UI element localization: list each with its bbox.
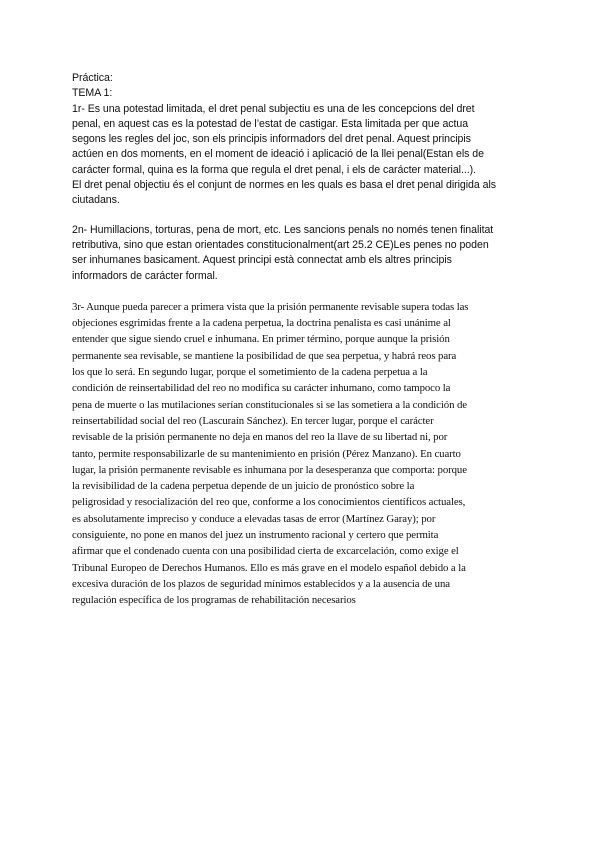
answer-1-line: ciutadans. bbox=[72, 194, 120, 207]
answer-3-line: regulación específica de los programas de rehabilitación necesarios bbox=[72, 594, 356, 607]
answer-3-line: afirmar que el condenado cuenta con una posibilidad cierta de excarcelación, como exige el bbox=[72, 545, 459, 558]
answer-1-line: penal, en aquest cas es la potestad de l’estat de castigar. Esta limitada per que actua bbox=[72, 117, 469, 130]
answer-3-line: los que lo será. En segundo lugar, porque el sometimiento de la cadena perpetua a la bbox=[72, 366, 428, 379]
answer-3-line: entender que sigue siendo cruel e inhumana. En primer término, porque aunque la prisión bbox=[72, 333, 450, 346]
answer-3-line: consiguiente, no pone en manos del juez un instrumento racional y certero que permita bbox=[72, 529, 439, 542]
answer-1-line: El dret penal objectiu és el conjunt de normes en les quals es basa el dret penal dirigida als bbox=[72, 179, 497, 192]
answer-3-line: pena de muerte o las mutilaciones serían constitucionales si se las sometiera a la condición de bbox=[72, 398, 467, 411]
answer-2-line: informadors de carácter formal. bbox=[72, 269, 218, 282]
answer-3-line: lugar, la prisión permanente revisable es inhumana por la desesperanza que comporta: porque bbox=[72, 463, 467, 476]
answer-2-line: ser inhumanes basicament. Aquest principi està connectat amb els altres principis bbox=[72, 254, 452, 267]
answer-1-line: 1r- Es una potestad limitada, el dret penal subjectiu es una de les concepcions del dret bbox=[72, 102, 475, 115]
answer-2-line: 2n- Humillacions, torturas, pena de mort, etc. Les sancions penals no només tenen finalitat bbox=[72, 223, 494, 236]
document-page bbox=[72, 71, 532, 609]
answer-3-line: es absolutamente impreciso y conduce a elevadas tasas de error (Martínez Garay); por bbox=[72, 512, 436, 525]
answer-3-line: peligrosidad y resocialización del reo que, conforme a los conocimientos científicos actuales, bbox=[72, 496, 466, 509]
answer-2-line: retributiva, sino que estan orientades constitucionalment(art 25.2 CE)Les penes no poden bbox=[72, 238, 489, 251]
answer-1-paragraph bbox=[72, 102, 532, 209]
answer-1-line: segons les regles del joc, son els principis informadors del dret penal. Aquest principis bbox=[72, 133, 471, 146]
intro-block bbox=[72, 71, 532, 102]
answer-3-line: reinsertabilidad social del reo (Lascuraín Sánchez). En tercer lugar, porque el carácter bbox=[72, 414, 434, 427]
answer-3-line: Tribunal Europeo de Derechos Humanos. Ello es más grave en el modelo español debido a la bbox=[72, 561, 466, 574]
document-heading: Práctica: bbox=[72, 72, 113, 84]
answer-3-line: condición de reinsertabilidad del reo no modifica su carácter inhumano, como tampoco la bbox=[72, 382, 451, 395]
answer-2-paragraph bbox=[72, 223, 532, 284]
answer-3-line: excesiva duración de los plazos de seguridad mínimos establecidos y a la ausencia de una bbox=[72, 577, 450, 590]
answer-3-line: objeciones esgrimidas frente a la cadena perpetua, la doctrina penalista es casi unánime al bbox=[72, 317, 451, 330]
answer-3-line: tanto, permite responsabilizarle de su mantenimiento en prisión (Pérez Manzano). En cuarto bbox=[72, 447, 461, 460]
topic-heading: TEMA 1: bbox=[72, 87, 113, 100]
answer-3-line: 3r- Aunque pueda parecer a primera vista que la prisión permanente revisable supera todas las bbox=[72, 300, 469, 313]
answer-1-line: carácter formal, quina es la forma que regula el dret penal, i els de carácter material...). bbox=[72, 163, 477, 176]
answer-3-line: revisable de la prisión permanente no deja en manos del reo la llave de su libertad ni, por bbox=[72, 431, 448, 444]
answer-3-line: la revisibilidad de la cadena perpetua depende de un juicio de pronóstico sobre la bbox=[72, 480, 415, 493]
answer-3-paragraph bbox=[72, 299, 532, 609]
answer-3-line: permanente sea revisable, se mantiene la posibilidad de que sea perpetua, y habrá reos para bbox=[72, 349, 457, 362]
answer-1-line: actúen en dos moments, en el moment de ideació i aplicació de la llei penal(Estan els de bbox=[72, 148, 484, 161]
